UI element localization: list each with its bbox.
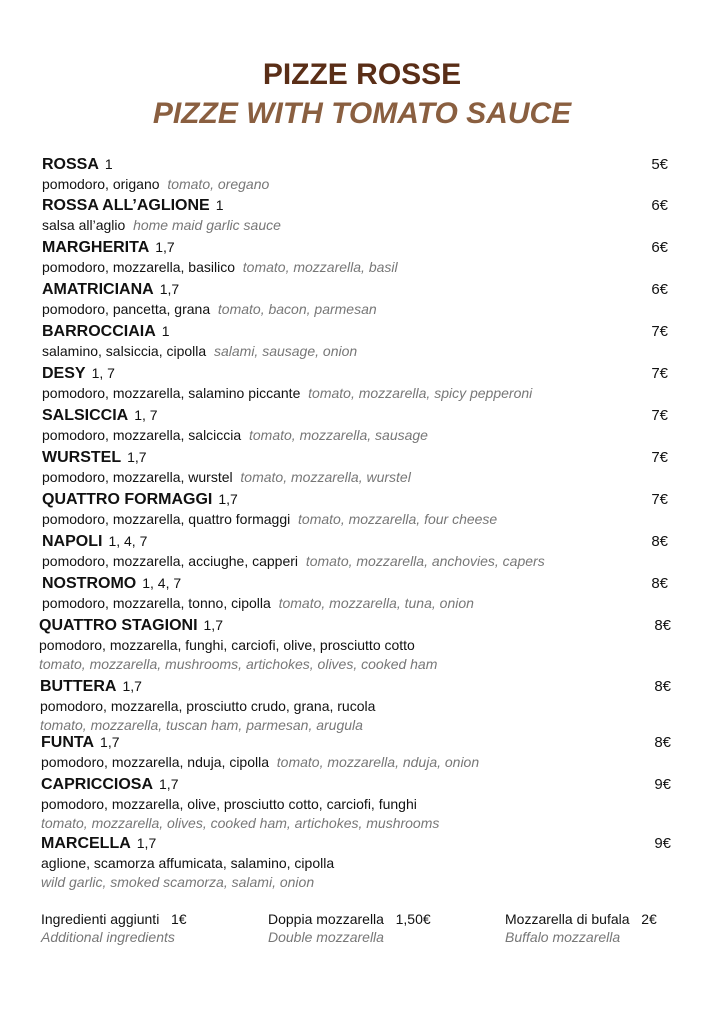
item-description-en: tomato, mozzarella, olives, cooked ham, artichokes, mushrooms: [41, 815, 440, 831]
item-name: MARCELLA: [41, 835, 131, 852]
extra-price: 1€: [170, 911, 187, 927]
item-description-en: tomato, mozzarella, nduja, onion: [276, 754, 480, 770]
menu-item: [42, 533, 668, 570]
item-allergens: 1,7: [159, 281, 180, 297]
item-description-it: pomodoro, mozzarella, acciughe, capperi: [42, 553, 299, 569]
item-description-en: tomato, mozzarella, tuna, onion: [278, 595, 474, 611]
menu-item: [42, 239, 668, 276]
menu-item: [42, 365, 668, 402]
item-price: 6€: [651, 281, 668, 298]
item-name: QUATTRO FORMAGGI: [42, 491, 213, 508]
item-price: 5€: [651, 156, 668, 173]
item-name: CAPRICCIOSA: [41, 776, 154, 793]
item-description-en: tomato, mozzarella, anchovies, capers: [305, 553, 545, 569]
item-description-en: wild garlic, smoked scamorza, salami, onion: [41, 874, 315, 890]
item-description-it: pomodoro, mozzarella, quattro formaggi: [42, 511, 291, 527]
menu-item: [42, 281, 668, 318]
extra-item: [41, 910, 187, 946]
item-price: 8€: [654, 734, 671, 751]
item-name: BUTTERA: [40, 678, 117, 695]
item-description-en: tomato, mozzarella, spicy pepperoni: [308, 385, 533, 401]
item-description-it: pomodoro, pancetta, grana: [42, 301, 211, 317]
extra-label: Ingredienti aggiunti: [41, 911, 160, 927]
item-allergens: 1,7: [127, 449, 147, 465]
item-description-it: salsa all’aglio: [42, 217, 126, 233]
item-description-en: tomato, mozzarella, tuscan ham, parmesan, arugula: [40, 717, 363, 733]
item-price: 6€: [651, 197, 668, 214]
item-description-en: salami, sausage, onion: [213, 343, 358, 359]
item-price: 8€: [651, 533, 668, 550]
menu-item: [42, 323, 668, 360]
extra-label-en: Buffalo mozzarella: [505, 929, 621, 945]
item-allergens: 1: [161, 323, 170, 339]
item-allergens: 1,7: [155, 239, 175, 255]
item-description-en: tomato, mozzarella, four cheese: [298, 511, 498, 527]
page-title: PIZZE ROSSE: [262, 58, 462, 91]
item-description-it: pomodoro, mozzarella, nduja, cipolla: [41, 754, 270, 770]
item-price: 7€: [651, 407, 668, 424]
item-description-it: aglione, scamorza affumicata, salamino, cipolla: [41, 855, 335, 871]
item-price: 7€: [651, 323, 668, 340]
item-description-it: pomodoro, origano: [42, 176, 160, 192]
item-description-en: tomato, mozzarella, mushrooms, artichokes, olives, cooked ham: [39, 656, 438, 672]
item-description-it: pomodoro, mozzarella, funghi, carciofi, olive, prosciutto cotto: [39, 637, 415, 653]
item-description-it: pomodoro, mozzarella, salciccia: [42, 427, 242, 443]
item-name: BARROCCIAIA: [42, 323, 156, 340]
item-price: 7€: [651, 491, 668, 508]
extra-price: 2€: [641, 911, 657, 927]
item-description-it: pomodoro, mozzarella, basilico: [42, 259, 235, 275]
item-allergens: 1: [104, 156, 113, 172]
item-price: 7€: [651, 449, 668, 466]
item-allergens: 1, 7: [91, 365, 115, 381]
item-price: 9€: [654, 776, 671, 793]
item-price: 9€: [654, 835, 671, 852]
item-description-it: pomodoro, mozzarella, wurstel: [42, 469, 233, 485]
item-description-it: pomodoro, mozzarella, salamino piccante: [42, 385, 301, 401]
item-price: 8€: [654, 678, 671, 695]
item-description-it: pomodoro, mozzarella, tonno, cipolla: [42, 595, 271, 611]
menu-item: [42, 156, 668, 193]
item-allergens: 1,7: [218, 491, 238, 507]
extra-label: Doppia mozzarella: [268, 911, 384, 927]
menu-item: [41, 734, 671, 771]
item-allergens: 1,7: [203, 617, 223, 633]
item-allergens: 1,7: [100, 734, 120, 750]
extra-item: [505, 910, 657, 946]
item-description-en: tomato, mozzarella, basil: [242, 259, 398, 275]
extra-label: Mozzarella di bufala: [505, 911, 630, 927]
item-description-it: salamino, salsiccia, cipolla: [42, 343, 207, 359]
item-name: NOSTROMO: [42, 575, 137, 592]
menu-item: [42, 449, 668, 486]
menu-item: [42, 407, 668, 444]
menu-item: [41, 835, 671, 891]
item-name: SALSICCIA: [42, 407, 129, 424]
item-price: 6€: [651, 239, 668, 256]
item-description-en: tomato, bacon, parmesan: [217, 301, 377, 317]
item-name: MARGHERITA: [42, 239, 150, 256]
extra-label-en: Double mozzarella: [268, 929, 384, 945]
item-description-en: tomato, oregano: [167, 176, 270, 192]
item-allergens: 1, 4, 7: [142, 575, 182, 591]
item-price: 7€: [651, 365, 668, 382]
item-price: 8€: [651, 575, 668, 592]
item-name: DESY: [42, 365, 86, 382]
menu-item: [42, 197, 668, 234]
item-allergens: 1,7: [159, 776, 179, 792]
extra-price: 1,50€: [395, 911, 431, 927]
item-allergens: 1, 7: [134, 407, 158, 423]
item-name: ROSSA: [42, 156, 99, 173]
item-name: QUATTRO STAGIONI: [39, 617, 198, 634]
item-description-en: home maid garlic sauce: [133, 217, 281, 233]
item-allergens: 1,7: [122, 678, 142, 694]
menu-item: [42, 491, 668, 528]
item-allergens: 1, 4, 7: [108, 533, 148, 549]
extra-label-en: Additional ingredients: [41, 929, 175, 945]
item-description-it: pomodoro, mozzarella, olive, prosciutto cotto, carciofi, funghi: [41, 796, 417, 812]
menu-item: [42, 575, 668, 612]
item-name: FUNTA: [41, 734, 95, 751]
item-allergens: 1,7: [136, 835, 157, 851]
menu-item: [39, 617, 671, 673]
item-price: 8€: [654, 617, 671, 634]
item-description-en: tomato, mozzarella, wurstel: [240, 469, 411, 485]
item-description-it: pomodoro, mozzarella, prosciutto crudo, grana, rucola: [40, 698, 376, 714]
item-name: WURSTEL: [42, 449, 122, 466]
item-name: NAPOLI: [42, 533, 103, 550]
menu-item: [41, 776, 671, 832]
page-subtitle: PIZZE WITH TOMATO SAUCE: [152, 97, 572, 130]
item-description-en: tomato, mozzarella, sausage: [248, 427, 428, 443]
menu-item: [40, 678, 671, 734]
item-name: AMATRICIANA: [42, 281, 154, 298]
item-allergens: 1: [215, 197, 224, 213]
item-name: ROSSA ALL’AGLIONE: [42, 197, 210, 214]
extra-item: [268, 910, 431, 946]
